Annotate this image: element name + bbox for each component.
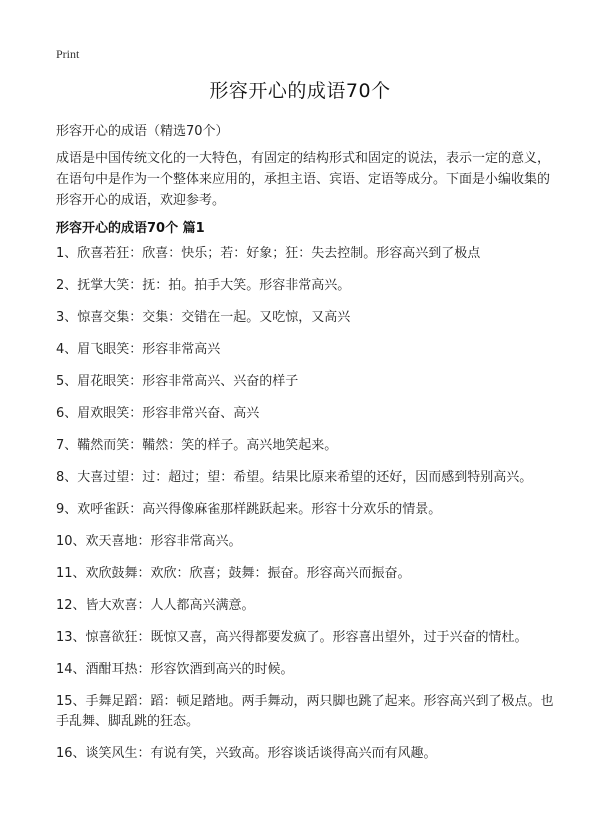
list-item: 5、眉花眼笑：形容非常高兴、兴奋的样子	[56, 374, 299, 389]
list-item: 3、惊喜交集：交集：交错在一起。又吃惊，又高兴	[56, 310, 351, 325]
list-item: 7、鞴然而笑：鞴然：笑的样子。高兴地笑起来。	[56, 438, 338, 453]
list-item: 8、大喜过望：过：超过；望：希望。结果比原来希望的还好，因而感到特别高兴。	[56, 470, 533, 485]
list-item: 2、抚掌大笑：抚：拍。拍手大笑。形容非常高兴。	[56, 278, 351, 293]
list-item: 9、欢呼雀跃：高兴得像麻雀那样跳跃起来。形容十分欢乐的情景。	[56, 502, 442, 517]
list-item: 1、欣喜若狂：欣喜：快乐；若：好象；狂：失去控制。形容高兴到了极点	[56, 246, 481, 261]
list-item: 10、欢天喜地：形容非常高兴。	[56, 534, 242, 549]
document-subtitle: 形容开心的成语（精选70个）	[56, 124, 229, 139]
intro-paragraph: 成语是中国传统文化的一大特色，有固定的结构形式和固定的说法，表示一定的意义，在语句中是作为一个整体来应用的，承担主语、宾语、定语等成分。下面是小编收集的形容开心的成语，欢迎参考。	[56, 151, 551, 208]
list-item: 4、眉飞眼笑：形容非常高兴	[56, 342, 221, 357]
section-heading: 形容开心的成语70个 篇1	[56, 221, 205, 236]
list-item: 11、欢欣鼓舞：欢欣：欣喜；鼓舞：振奋。形容高兴而振奋。	[56, 566, 411, 581]
idiom-list	[56, 244, 560, 776]
list-item: 13、惊喜欲狂：既惊又喜，高兴得都要发疯了。形容喜出望外，过于兴奋的情杜。	[56, 630, 528, 645]
list-item: 6、眉欢眼笑：形容非常兴奋、高兴	[56, 406, 260, 421]
list-item: 14、酒酣耳热：形容饮酒到高兴的时候。	[56, 662, 294, 677]
list-item: 16、谈笑风生：有说有笑，兴致高。形容谈话谈得高兴而有风趣。	[56, 746, 437, 761]
list-item: 12、皆大欢喜：人人都高兴满意。	[56, 598, 255, 613]
page-title: 形容开心的成语70个	[209, 80, 391, 102]
list-item: 15、手舞足蹈：蹈：顿足踏地。两手舞动，两只脚也跳了起来。形容高兴到了极点。也手乱舞、脚乱跳的狂态。	[56, 694, 554, 729]
print-link[interactable]: Print	[56, 47, 80, 61]
